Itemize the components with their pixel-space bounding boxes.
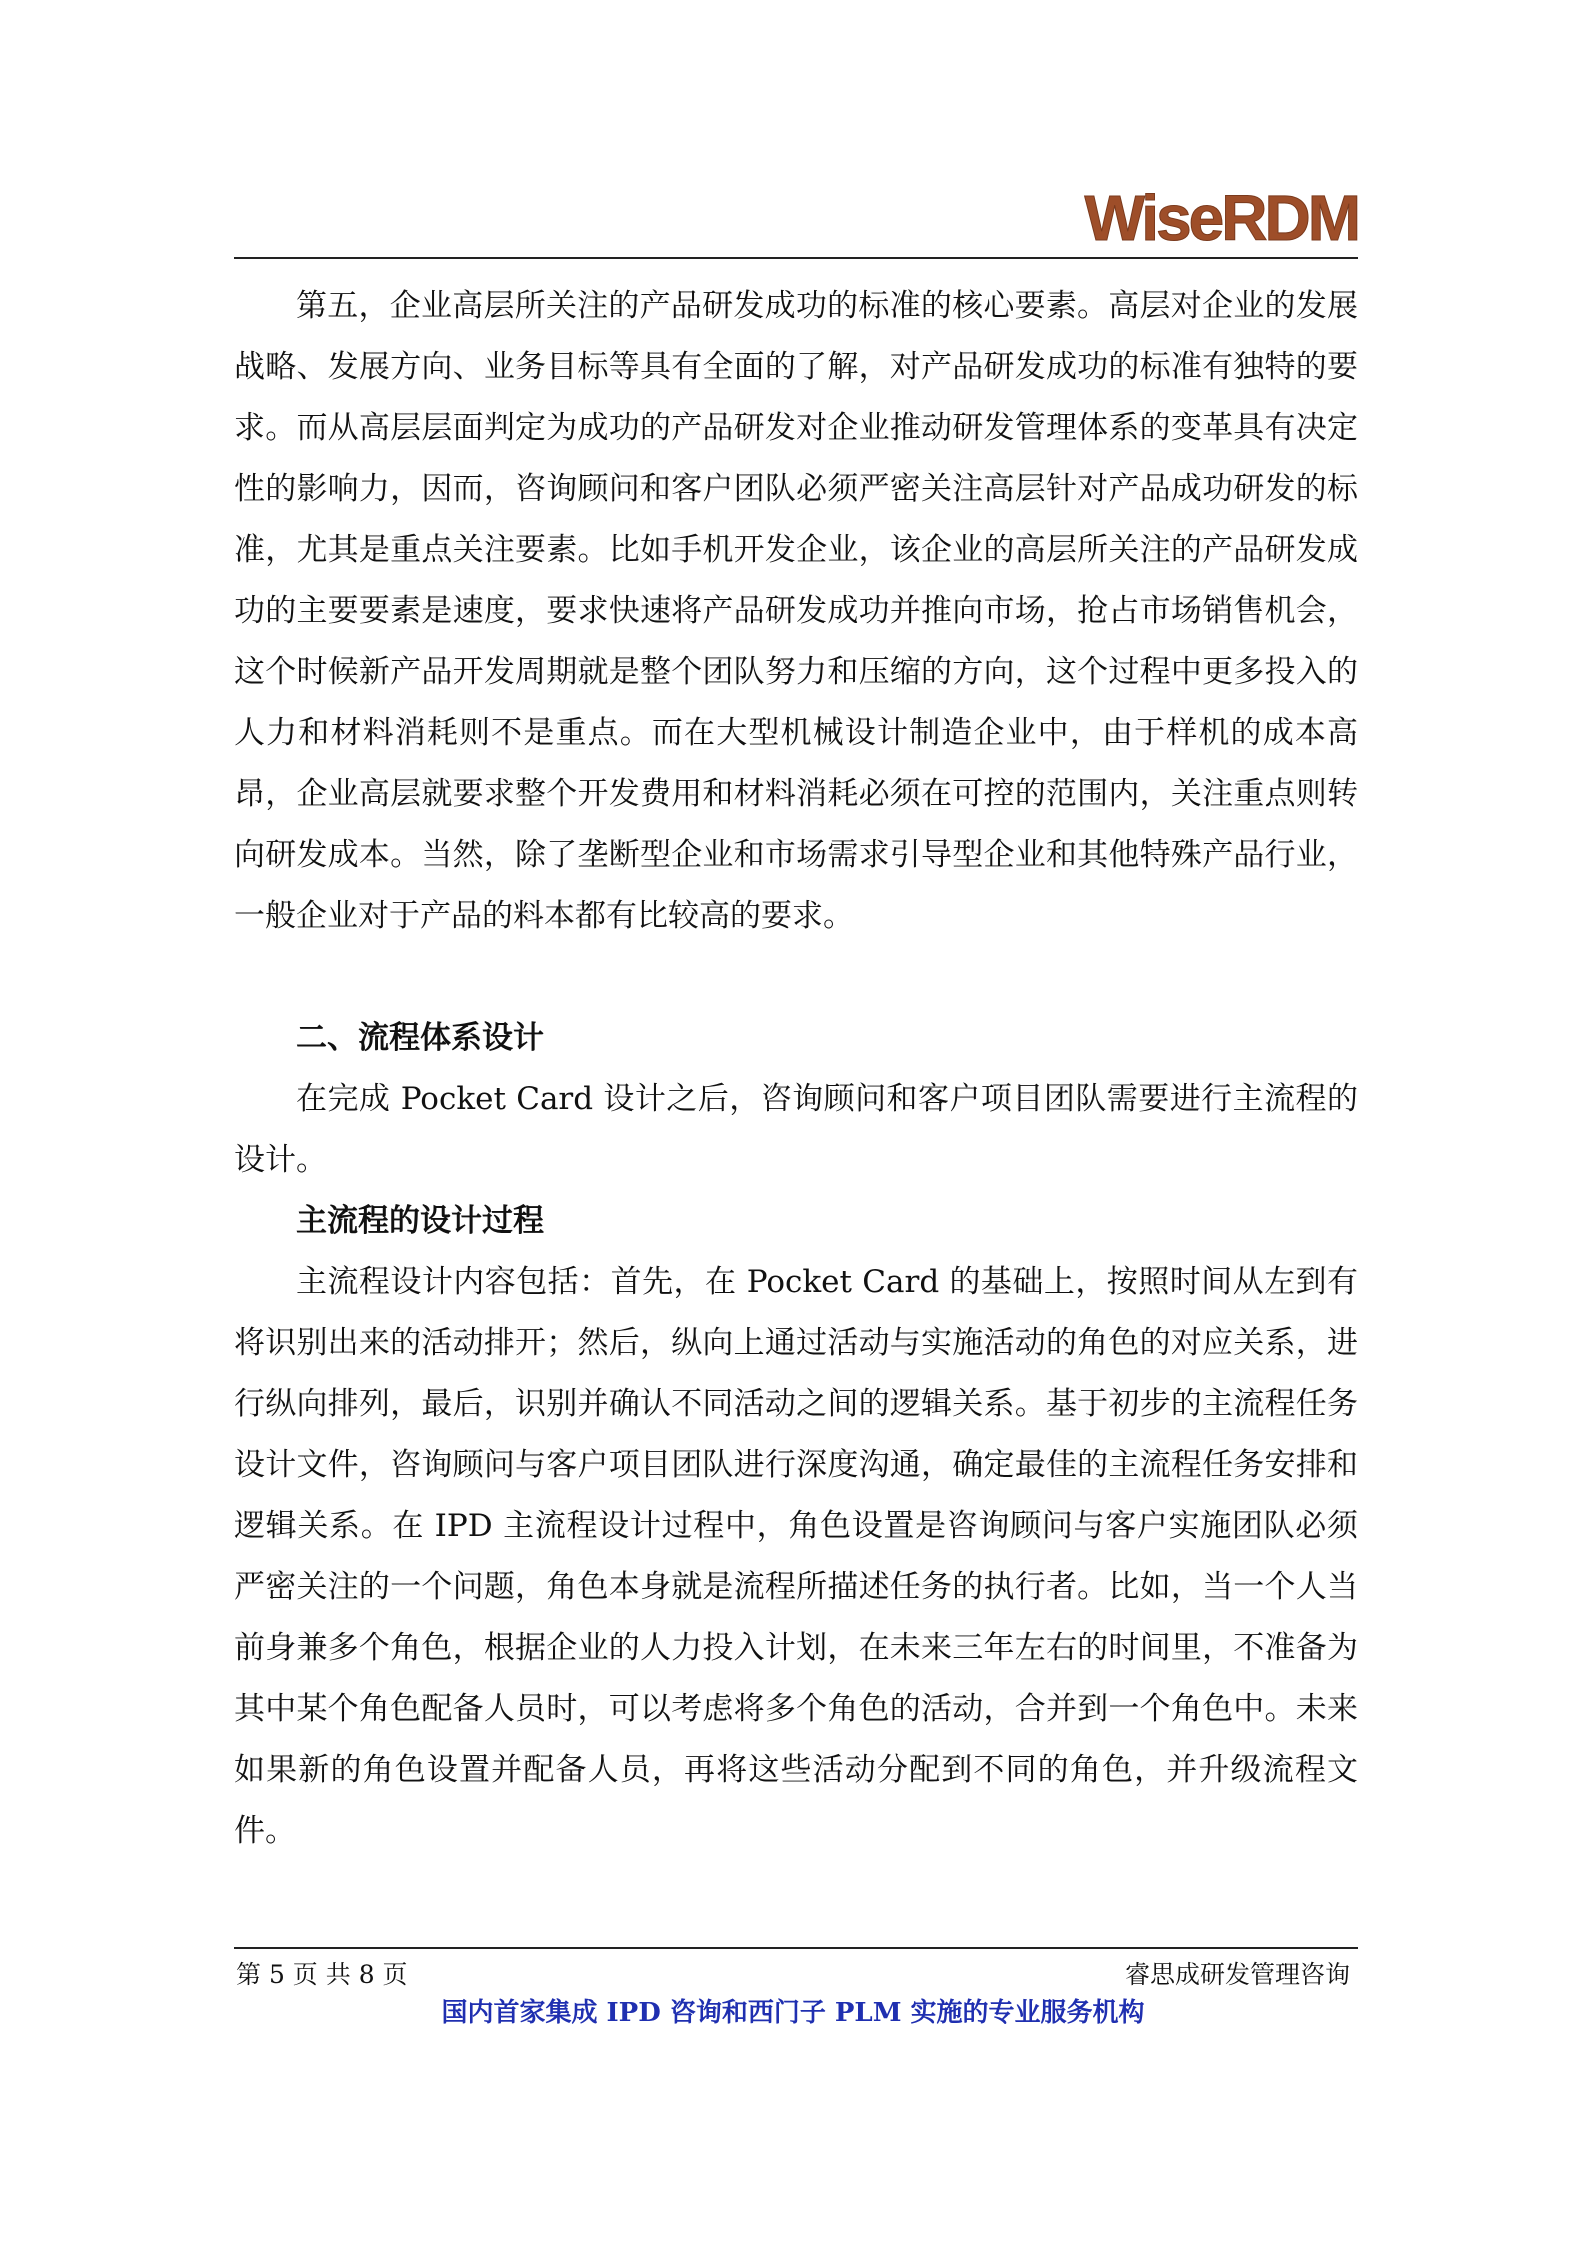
paragraph-pocket-card: 在完成 Pocket Card 设计之后，咨询顾问和客户项目团队需要进行主流程的设计。 bbox=[234, 1081, 1358, 1178]
paragraph-executive-criteria: 第五，企业高层所关注的产品研发成功的标准的核心要素。高层对企业的发展战略、发展方向、业务目标等具有全面的了解，对产品研发成功的标准有独特的要求。而从高层层面判定为成功的产品研发对企业推动研发管理体系的变革具有决定性的影响力，因而，咨询顾问和客户团队必须严密关注高层针对产品成功研发的标准，尤其是重点关注要素。比如手机开发企业，该企业的高层所关注的产品研发成功的主要要素是速度，要求快速将产品研发成功并推向市场，抢占市场销售机会，这个时候新产品开发周期就是整个团队努力和压缩的方向，这个过程中更多投入的人力和材料消耗则不是重点。而在大型机械设计制造企业中，由于样机的成本高昂，企业高层就要求整个开发费用和材料消耗必须在可控的范围内，关注重点则转向研发成本。当然，除了垄断型企业和市场需求引导型企业和其他特殊产品行业，一般企业对于产品的料本都有比较高的要求。 bbox=[234, 288, 1358, 934]
header-divider bbox=[234, 257, 1358, 259]
footer-tagline: 国内首家集成 IPD 咨询和西门子 PLM 实施的专业服务机构 bbox=[441, 1998, 1145, 2028]
wiserdm-logo: WiseRDM bbox=[1084, 182, 1358, 254]
section-heading: 二、流程体系设计 bbox=[296, 1020, 544, 1056]
footer-company: 睿思成研发管理咨询 bbox=[1124, 1960, 1350, 1989]
page-number: 第 5 页 共 8 页 bbox=[236, 1960, 408, 1989]
subheading-main-process: 主流程的设计过程 bbox=[296, 1203, 544, 1239]
footer-divider bbox=[234, 1947, 1358, 1949]
paragraph-main-process: 主流程设计内容包括：首先，在 Pocket Card 的基础上，按照时间从左到有将识别出来的活动排开；然后，纵向上通过活动与实施活动的角色的对应关系，进行纵向排列，最后，识别并确认不同活动之间的逻辑关系。基于初步的主流程任务设计文件，咨询顾问与客户项目团队进行深度沟通，确定最佳的主流程任务安排和逻辑关系。在 IPD 主流程设计过程中，角色设置是咨询顾问与客户实施团队必须严密关注的一个问题，角色本身就是流程所描述任务的执行者。比如，当一个人当前身兼多个角色，根据企业的人力投入计划，在未来三年左右的时间里，不准备为其中某个角色配备人员时，可以考虑将多个角色的活动，合并到一个角色中。未来如果新的角色设置并配备人员，再将这些活动分配到不同的角色，并升级流程文件。 bbox=[234, 1264, 1358, 1849]
document-body bbox=[234, 276, 1358, 1862]
